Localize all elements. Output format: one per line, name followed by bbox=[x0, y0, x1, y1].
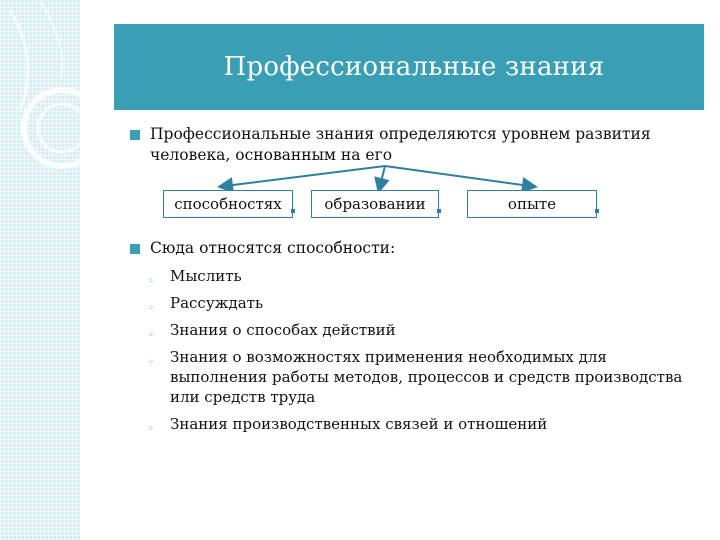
ring-bullet-icon: ◦ bbox=[148, 303, 154, 314]
list-item-text: Мыслить bbox=[170, 267, 242, 285]
arrow-to-education bbox=[380, 166, 385, 186]
arrow-to-abilities bbox=[225, 166, 385, 186]
list-item bbox=[146, 347, 706, 407]
list-item bbox=[146, 414, 706, 434]
bullet-1-line-1: Профессиональные знания определяются уровнем развития bbox=[150, 125, 651, 143]
box-abilities-label: способностях bbox=[174, 195, 282, 213]
list-item bbox=[146, 320, 706, 340]
box-education-label: образовании bbox=[324, 195, 426, 213]
box-abilities bbox=[163, 190, 293, 218]
box-education bbox=[311, 190, 439, 218]
list-item bbox=[146, 293, 706, 313]
list-item-text: Знания о возможностях применения необходимых для выполнения работы методов, процессов и средств производства или средств труда bbox=[170, 348, 683, 406]
list-item-text: Знания производственных связей и отношений bbox=[170, 415, 548, 433]
slide-title: Профессиональные знания bbox=[223, 52, 605, 82]
list-item-text: Знания о способах действий bbox=[170, 321, 396, 339]
arrow-to-experience bbox=[385, 166, 530, 186]
ring-bullet-icon: ◦ bbox=[148, 276, 154, 287]
bullet-square-icon bbox=[130, 244, 140, 254]
box-experience-label: опыте bbox=[507, 195, 557, 213]
box-experience bbox=[467, 190, 597, 218]
ring-bullet-icon: ◦ bbox=[148, 357, 154, 368]
bullet-1-line-2: человека, основанным на его bbox=[150, 146, 393, 164]
bullet-2-text: Сюда относятся способности: bbox=[150, 239, 396, 257]
ring-bullet-icon: ◦ bbox=[148, 330, 154, 341]
ring-bullet-icon: ◦ bbox=[148, 424, 154, 435]
list-item-text: Рассуждать bbox=[170, 294, 264, 312]
list-item bbox=[146, 266, 706, 286]
abilities-list bbox=[146, 266, 706, 441]
